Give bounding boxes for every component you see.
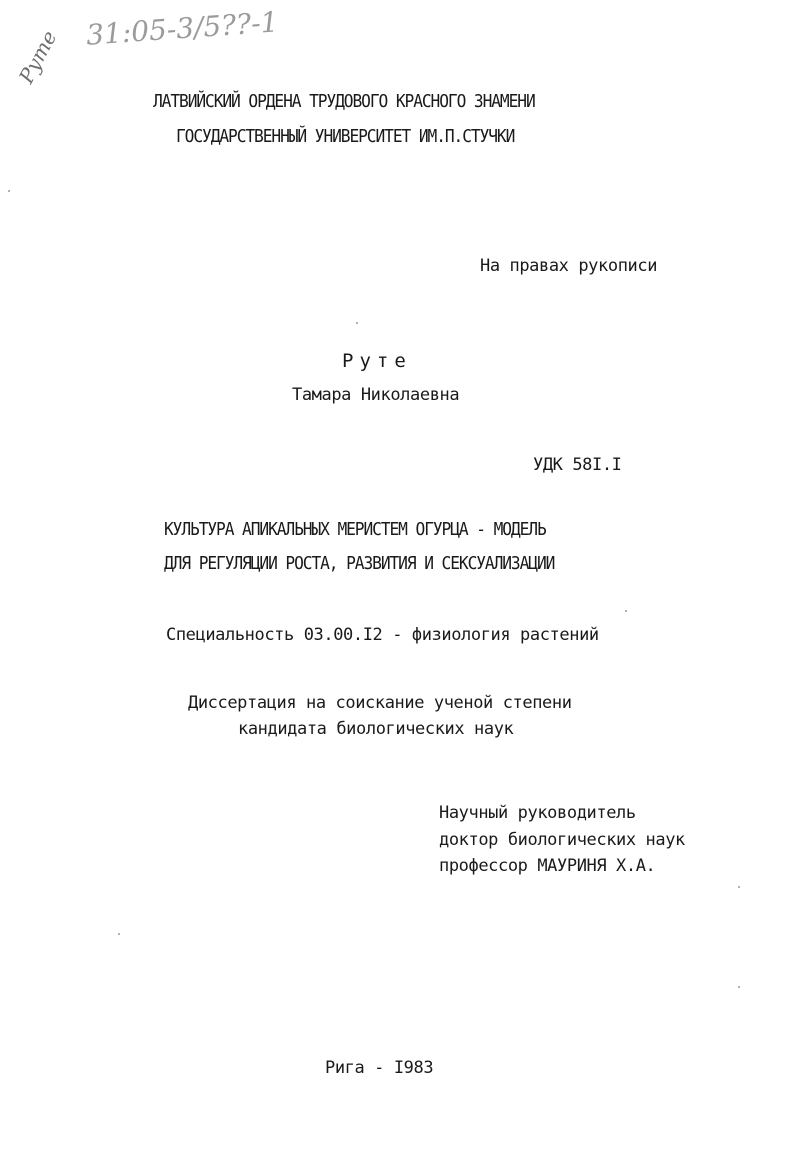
university-header-line-1: ЛАТВИЙСКИЙ ОРДЕНА ТРУДОВОГО КРАСНОГО ЗНАМЕНИ	[153, 91, 535, 112]
supervisor-line-2: доктор биологических наук	[439, 830, 685, 850]
university-header-line-2: ГОСУДАРСТВЕННЫЙ УНИВЕРСИТЕТ ИМ.П.СТУЧКИ	[176, 126, 515, 147]
dissertation-title-line-2: ДЛЯ РЕГУЛЯЦИИ РОСТА, РАЗВИТИЯ И СЕКСУАЛИЗАЦИИ	[164, 553, 555, 574]
scan-speck	[356, 322, 358, 324]
author-given-names: Тамара Николаевна	[292, 385, 460, 405]
specialty: Специальность 03.00.I2 - физиология растений	[166, 625, 599, 645]
scan-speck	[625, 610, 627, 612]
scan-speck	[8, 190, 10, 192]
archive-mark: 31:05-3/5??-1	[85, 5, 280, 52]
supervisor-line-1: Научный руководитель	[439, 803, 636, 823]
rights-note: На правах рукописи	[480, 256, 658, 276]
scan-speck	[738, 986, 740, 988]
supervisor-line-3: профессор МАУРИНЯ Х.А.	[439, 856, 656, 876]
dissertation-title-line-1: КУЛЬТУРА АПИКАЛЬНЫХ МЕРИСТЕМ ОГУРЦА - МОДЕЛЬ	[164, 519, 546, 540]
place-year: Рига - I983	[325, 1058, 434, 1078]
scan-speck	[118, 933, 120, 935]
udc-code: УДК 58I.I	[533, 455, 622, 475]
scan-speck	[738, 886, 740, 888]
margin-note: Руте	[14, 26, 62, 88]
degree-line-1: Диссертация на соискание ученой степени	[188, 693, 572, 713]
degree-line-2: кандидата биологических наук	[238, 719, 514, 739]
author-surname: Руте	[342, 350, 412, 372]
